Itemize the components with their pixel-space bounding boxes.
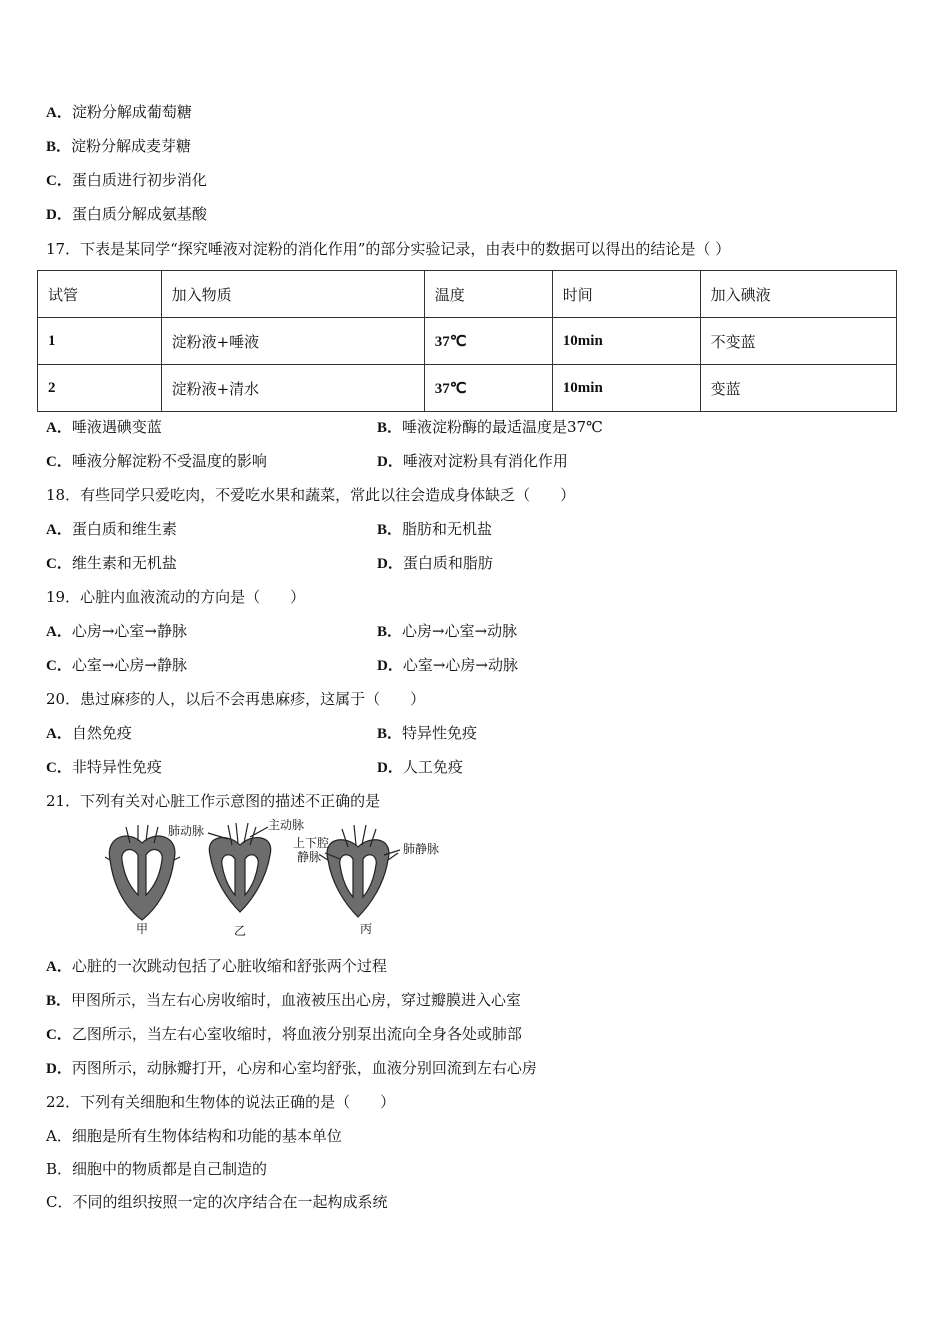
q18-stem: 18．有些同学只爱吃肉，不爱吃水果和蔬菜，常此以往会造成身体缺乏（ ） bbox=[46, 486, 576, 504]
label-pulmonary-vein: 肺静脉 bbox=[403, 842, 440, 856]
q22-option-a: A．细胞是所有生物体结构和功能的基本单位 bbox=[46, 1127, 342, 1145]
table-row bbox=[38, 318, 897, 365]
label-vena-cava-1: 上下腔 bbox=[293, 836, 330, 850]
q20-option-b: B．特异性免疫 bbox=[377, 724, 478, 742]
q21-stem: 21．下列有关对心脏工作示意图的描述不正确的是 bbox=[46, 792, 381, 810]
q19-option-b: B．心房→心室→动脉 bbox=[377, 622, 518, 640]
label-bing: 丙 bbox=[360, 922, 373, 936]
table-cell: 变蓝 bbox=[700, 365, 896, 412]
q18-option-d: D．蛋白质和脂肪 bbox=[377, 554, 493, 572]
table-cell: 不变蓝 bbox=[700, 318, 896, 365]
table-cell: 淀粉液+唾液 bbox=[161, 318, 424, 365]
heart-jia-drawing bbox=[105, 825, 180, 920]
q20-option-d: D．人工免疫 bbox=[377, 758, 463, 776]
table-cell: 10min bbox=[552, 365, 700, 412]
table-cell: 淀粉液+清水 bbox=[161, 365, 424, 412]
q16-option-a: A．淀粉分解成葡萄糖 bbox=[46, 103, 192, 121]
q22-option-b: B．细胞中的物质都是自己制造的 bbox=[46, 1160, 268, 1178]
q16-option-c: C．蛋白质进行初步消化 bbox=[46, 171, 207, 189]
q21-option-b: B．甲图所示，当左右心房收缩时，血液被压出心房，穿过瓣膜进入心室 bbox=[46, 991, 522, 1009]
q17-option-b: B．唾液淀粉酶的最适温度是37℃ bbox=[377, 418, 603, 436]
label-pulmonary-artery: 肺动脉 bbox=[168, 824, 205, 838]
table-cell: 37℃ bbox=[424, 318, 552, 365]
q21-option-a: A．心脏的一次跳动包括了心脏收缩和舒张两个过程 bbox=[46, 957, 387, 975]
label-aorta: 主动脉 bbox=[268, 818, 305, 832]
q17-option-a: A．唾液遇碘变蓝 bbox=[46, 418, 162, 436]
q18-option-b: B．脂肪和无机盐 bbox=[377, 520, 493, 538]
q21-option-d: D．丙图所示，动脉瓣打开，心房和心室均舒张，血液分别回流到左右心房 bbox=[46, 1059, 537, 1077]
table-header-cell: 试管 bbox=[38, 271, 162, 318]
heart-diagram bbox=[100, 815, 440, 940]
q19-option-d: D．心室→心房→动脉 bbox=[377, 656, 518, 674]
q19-option-c: C．心室→心房→静脉 bbox=[46, 656, 187, 674]
q18-option-a: A．蛋白质和维生素 bbox=[46, 520, 177, 538]
experiment-table bbox=[37, 270, 897, 412]
table-cell: 2 bbox=[38, 365, 162, 412]
q20-stem: 20．患过麻疹的人，以后不会再患麻疹，这属于（ ） bbox=[46, 690, 426, 708]
q16-option-b: B．淀粉分解成麦芽糖 bbox=[46, 137, 192, 155]
table-header-cell: 时间 bbox=[552, 271, 700, 318]
q17-option-d: D．唾液对淀粉具有消化作用 bbox=[377, 452, 568, 470]
table-header-cell: 温度 bbox=[424, 271, 552, 318]
label-jia: 甲 bbox=[136, 922, 149, 936]
table-cell: 37℃ bbox=[424, 365, 552, 412]
label-line-aorta bbox=[250, 827, 268, 837]
q19-stem: 19．心脏内血液流动的方向是（ ） bbox=[46, 588, 306, 606]
heart-bing-drawing bbox=[320, 825, 398, 917]
q20-option-c: C．非特异性免疫 bbox=[46, 758, 162, 776]
label-yi: 乙 bbox=[234, 924, 247, 938]
q20-option-a: A．自然免疫 bbox=[46, 724, 132, 742]
table-header-cell: 加入碘液 bbox=[700, 271, 896, 318]
table-row bbox=[38, 365, 897, 412]
q16-option-d: D．蛋白质分解成氨基酸 bbox=[46, 205, 207, 223]
q17-stem: 17．下表是某同学“探究唾液对淀粉的消化作用”的部分实验记录，由表中的数据可以得出的结论是（ ） bbox=[46, 240, 731, 258]
table-header-cell: 加入物质 bbox=[161, 271, 424, 318]
table-cell: 10min bbox=[552, 318, 700, 365]
q22-option-c: C．不同的组织按照一定的次序结合在一起构成系统 bbox=[46, 1193, 388, 1211]
q17-option-c: C．唾液分解淀粉不受温度的影响 bbox=[46, 452, 267, 470]
q18-option-c: C．维生素和无机盐 bbox=[46, 554, 177, 572]
label-vena-cava-2: 静脉 bbox=[297, 850, 322, 864]
table-cell: 1 bbox=[38, 318, 162, 365]
q21-option-c: C．乙图所示，当左右心室收缩时，将血液分别泵出流向全身各处或肺部 bbox=[46, 1025, 522, 1043]
q22-stem: 22．下列有关细胞和生物体的说法正确的是（ ） bbox=[46, 1093, 396, 1111]
table-header-row bbox=[38, 271, 897, 318]
q19-option-a: A．心房→心室→静脉 bbox=[46, 622, 187, 640]
